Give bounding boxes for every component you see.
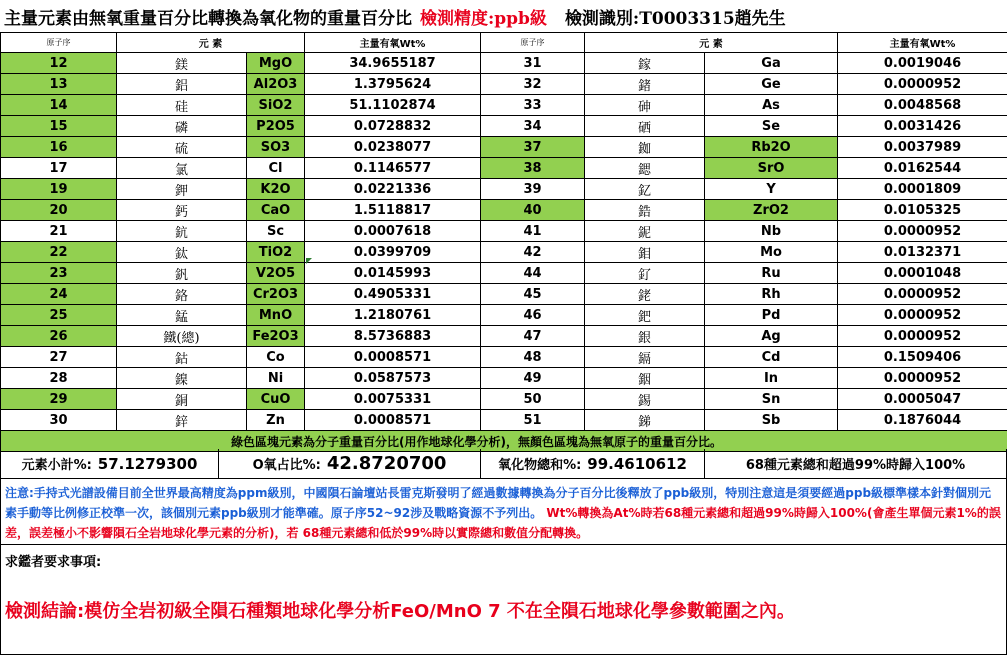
element-value-left: 0.0238077 [305,137,481,158]
table-row [1,53,1007,74]
element-name-left: 鈦 [117,242,247,263]
atomic-no-right: 41 [481,221,585,242]
element-name-right: 鋯 [585,200,705,221]
atomic-no-right: 39 [481,179,585,200]
element-symbol-right: Se [705,116,838,137]
element-name-left: 硅 [117,95,247,116]
element-symbol-right: ZrO2 [705,200,838,221]
element-name-right: 鍶 [585,158,705,179]
element-symbol-right: Ru [705,263,838,284]
atomic-no-right: 31 [481,53,585,74]
element-name-right: 銦 [585,368,705,389]
element-name-right: 鉬 [585,242,705,263]
element-symbol-left: Sc [247,221,305,242]
element-value-right: 0.1876044 [838,410,1007,431]
element-name-left: 磷 [117,116,247,137]
header-content-left: 主量有氧Wt% [305,33,481,53]
atomic-no-left: 17 [1,158,117,179]
element-symbol-right: SrO [705,158,838,179]
element-value-right: 0.1509406 [838,347,1007,368]
element-name-left: 鉻 [117,284,247,305]
atomic-no-left: 29 [1,389,117,410]
table-row [1,221,1007,242]
atomic-no-left: 20 [1,200,117,221]
element-value-right: 0.0019046 [838,53,1007,74]
atomic-no-right: 51 [481,410,585,431]
element-value-right: 0.0000952 [838,74,1007,95]
header-content-right: 主量有氧Wt% [838,33,1007,53]
element-name-right: 銀 [585,326,705,347]
atomic-no-left: 16 [1,137,117,158]
element-value-left: 1.2180761 [305,305,481,326]
header-element-right: 元 素 [585,33,838,53]
request-section [0,545,1007,655]
element-name-right: 銻 [585,410,705,431]
subtotal-label: 元素小計%: [21,458,92,473]
element-value-left: 0.0008571 [305,410,481,431]
element-symbol-left: SO3 [247,137,305,158]
element-value-right: 0.0031426 [838,116,1007,137]
element-value-left: 1.3795624 [305,74,481,95]
table-row [1,410,1007,431]
element-symbol-right: Ag [705,326,838,347]
element-name-left: 鈣 [117,200,247,221]
table-row [1,368,1007,389]
element-value-left: 0.0145993 [305,263,481,284]
element-name-left: 鉀 [117,179,247,200]
table-row [1,389,1007,410]
element-value-left: 0.0008571 [305,347,481,368]
atomic-no-left: 23 [1,263,117,284]
table-row [1,74,1007,95]
report-title [0,0,1007,32]
atomic-no-left: 24 [1,284,117,305]
element-name-left: 鋁 [117,74,247,95]
element-symbol-right: As [705,95,838,116]
element-value-left: 0.0728832 [305,116,481,137]
element-name-right: 釕 [585,263,705,284]
element-name-right: 鈀 [585,305,705,326]
element-name-left: 釩 [117,263,247,284]
element-value-right: 0.0162544 [838,158,1007,179]
element-value-left: 0.0587573 [305,368,481,389]
oxide-label: 氧化物總和%: [498,458,582,473]
atomic-no-left: 26 [1,326,117,347]
atomic-no-left: 13 [1,74,117,95]
element-name-right: 鈮 [585,221,705,242]
atomic-no-right: 46 [481,305,585,326]
table-row [1,326,1007,347]
oxygen-label: O氧占比%: [252,458,321,473]
element-name-right: 砷 [585,95,705,116]
atomic-no-right: 38 [481,158,585,179]
atomic-no-left: 21 [1,221,117,242]
element-symbol-left: K2O [247,179,305,200]
element-symbol-right: Rb2O [705,137,838,158]
element-value-left: 51.1102874 [305,95,481,116]
element-symbol-right: Cd [705,347,838,368]
element-symbol-left: Al2O3 [247,74,305,95]
atomic-no-right: 50 [481,389,585,410]
atomic-no-left: 22 [1,242,117,263]
atomic-no-left: 28 [1,368,117,389]
element-name-right: 鎵 [585,53,705,74]
table-row [1,200,1007,221]
oxide-value: 99.4610612 [587,454,687,473]
element-table [0,32,1007,452]
element-value-left: 0.0007618 [305,221,481,242]
element-name-right: 硒 [585,116,705,137]
element-symbol-left: TiO2 [247,242,305,263]
oxide-cell [481,449,705,478]
element-name-right: 鍺 [585,74,705,95]
element-symbol-left: Ni [247,368,305,389]
legend-note: 綠色區塊元素為分子重量百分比(用作地球化學分析)，無顏色區塊為無氧原子的重量百分比。 [1,431,1007,452]
atomic-no-right: 40 [481,200,585,221]
element-symbol-left: P2O5 [247,116,305,137]
disclaimer [0,479,1007,545]
atomic-no-left: 19 [1,179,117,200]
title-main: 主量元素由無氧重量百分比轉換為氧化物的重量百分比 [4,8,412,29]
element-symbol-left: Fe2O3 [247,326,305,347]
normalization-rule: 68種元素總和超過99%時歸入100% [745,458,966,473]
oxygen-value: 42.8720700 [326,453,447,474]
element-value-right: 0.0000952 [838,221,1007,242]
sample-id: 檢測識別:T0003315趙先生 [564,8,786,29]
element-symbol-left: MnO [247,305,305,326]
element-value-left: 0.0075331 [305,389,481,410]
element-value-left: 8.5736883 [305,326,481,347]
atomic-no-left: 15 [1,116,117,137]
element-symbol-right: Rh [705,284,838,305]
element-value-right: 0.0001809 [838,179,1007,200]
atomic-no-right: 44 [481,263,585,284]
element-symbol-right: Nb [705,221,838,242]
element-name-right: 錫 [585,389,705,410]
element-name-left: 鋅 [117,410,247,431]
atomic-no-left: 14 [1,95,117,116]
element-value-left: 0.0221336 [305,179,481,200]
element-symbol-left: SiO2 [247,95,305,116]
table-row [1,179,1007,200]
element-name-right: 銣 [585,137,705,158]
table-row [1,347,1007,368]
element-symbol-right: Ga [705,53,838,74]
element-symbol-left: Zn [247,410,305,431]
element-name-left: 銅 [117,389,247,410]
table-row [1,95,1007,116]
element-symbol-right: In [705,368,838,389]
element-symbol-right: Y [705,179,838,200]
table-row [1,158,1007,179]
element-value-left: 0.1146577 [305,158,481,179]
element-value-left: 0.4905331 [305,284,481,305]
element-value-right: 0.0001048 [838,263,1007,284]
oxygen-cell [219,449,481,478]
summary-bar [0,449,1007,479]
atomic-no-right: 37 [481,137,585,158]
table-row [1,305,1007,326]
atomic-no-left: 27 [1,347,117,368]
atomic-no-left: 25 [1,305,117,326]
header-atomic-no-left: 原子序 [1,33,117,53]
element-name-left: 鈷 [117,347,247,368]
subtotal-cell [1,449,219,478]
atomic-no-right: 33 [481,95,585,116]
element-value-right: 0.0005047 [838,389,1007,410]
element-symbol-right: Sb [705,410,838,431]
element-name-right: 鎘 [585,347,705,368]
element-value-left: 0.0399709 [305,242,481,263]
header-element-left: 元 素 [117,33,305,53]
element-symbol-right: Pd [705,305,838,326]
table-row [1,137,1007,158]
element-name-right: 銠 [585,284,705,305]
element-value-left: 34.9655187 [305,53,481,74]
element-value-left: 1.5118817 [305,200,481,221]
element-name-left: 硫 [117,137,247,158]
atomic-no-right: 45 [481,284,585,305]
element-value-right: 0.0000952 [838,326,1007,347]
element-symbol-left: Cl [247,158,305,179]
atomic-no-right: 34 [481,116,585,137]
header-atomic-no-right: 原子序 [481,33,585,53]
element-symbol-left: MgO [247,53,305,74]
element-name-right: 釔 [585,179,705,200]
atomic-no-right: 42 [481,242,585,263]
element-name-left: 鐵(總) [117,326,247,347]
element-name-left: 鎂 [117,53,247,74]
element-symbol-left: Co [247,347,305,368]
atomic-no-right: 49 [481,368,585,389]
element-symbol-right: Sn [705,389,838,410]
table-row [1,116,1007,137]
cell-comment-marker-icon [306,258,312,264]
element-value-right: 0.0048568 [838,95,1007,116]
element-symbol-left: CaO [247,200,305,221]
element-name-left: 鎳 [117,368,247,389]
element-name-left: 錳 [117,305,247,326]
table-row [1,263,1007,284]
element-symbol-right: Ge [705,74,838,95]
table-row [1,242,1007,263]
element-value-right: 0.0037989 [838,137,1007,158]
element-symbol-right: Mo [705,242,838,263]
element-value-right: 0.0105325 [838,200,1007,221]
table-header [1,33,1007,53]
element-name-left: 鈧 [117,221,247,242]
element-value-right: 0.0000952 [838,368,1007,389]
atomic-no-right: 48 [481,347,585,368]
subtotal-value: 57.1279300 [97,454,198,473]
element-symbol-left: V2O5 [247,263,305,284]
element-value-right: 0.0132371 [838,242,1007,263]
atomic-no-right: 47 [481,326,585,347]
request-label: 求鑑者要求事項: [5,555,102,570]
precision-label: 檢測精度:ppb級 [420,8,547,29]
element-rows [1,53,1007,431]
element-name-left: 氯 [117,158,247,179]
element-value-right: 0.0000952 [838,305,1007,326]
table-row [1,284,1007,305]
disclaimer-blue: 注意:手持式光譜設備目前全世界最高精度為ppm級別，中國隕石論壇站長雷克斯發明了經過數據轉換為分子百分比後釋放了ppb級別，特別注意這是須要經過ppb級標準樣本針對個別元素手動等比例修正校準一次，該個別元素ppb級別才能準確。原子序52~92涉及戰略資源不予列出。 [5,486,992,520]
atomic-no-left: 30 [1,410,117,431]
atomic-no-right: 32 [481,74,585,95]
disclaimer-red: Wt%轉換為At%時若68種元素總和超過99%時歸入100%(會產生單個元素1%的誤差，誤差極小不影響隕石全岩地球化學元素的分析)，若 68種元素總和低於99%時以實際總和數值分配轉換。 [5,506,1001,540]
element-value-right: 0.0000952 [838,284,1007,305]
element-symbol-left: Cr2O3 [247,284,305,305]
atomic-no-left: 12 [1,53,117,74]
conclusion: 檢測結論:模仿全岩初級全隕石種類地球化學分析FeO/MnO 7 不在全隕石地球化學參數範圍之內。 [5,601,795,622]
element-symbol-left: CuO [247,389,305,410]
